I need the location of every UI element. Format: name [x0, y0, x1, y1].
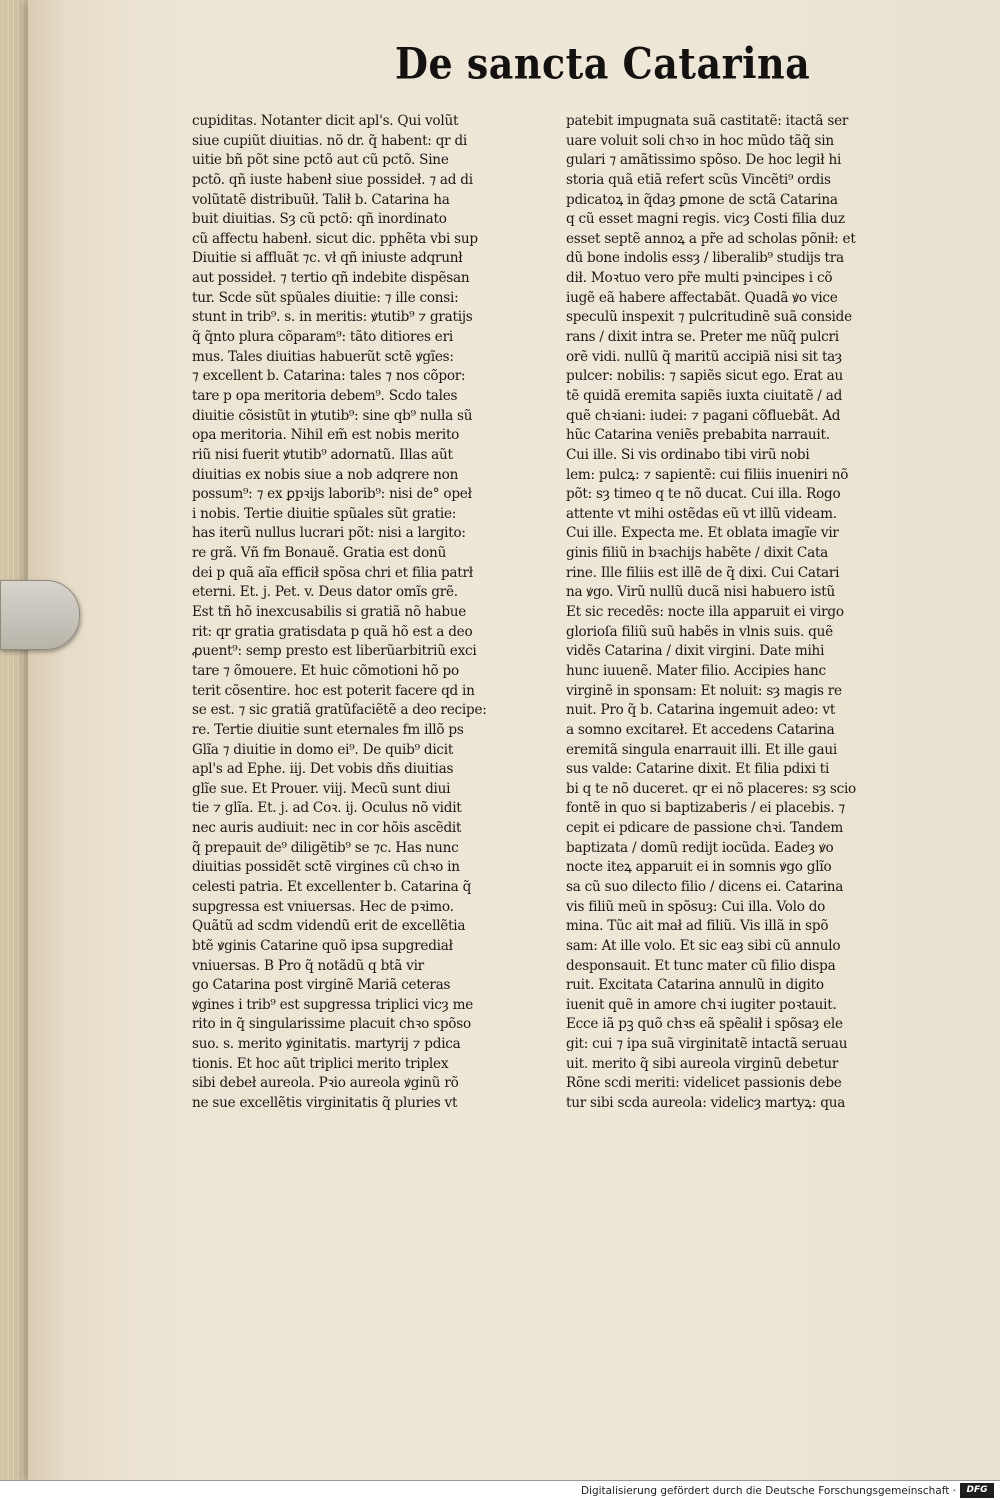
- text-line: rans / dixit intra se. Preter me nũq̃ pulcri: [566, 329, 839, 346]
- text-line: lem: pulcꝝ: ⁊ sapientẽ: cui filiis inueniri nõ: [566, 466, 849, 483]
- text-line: diuitias possidẽt sctẽ virgines cũ chꝛo in: [192, 859, 460, 876]
- text-line: rit: qr gratia gratisdata p quã hõ est a deo: [192, 623, 473, 640]
- text-line: patebit impugnata suã castitatẽ: itactã ser: [566, 113, 849, 129]
- text-line: Est tñ hõ inexcusabilis si gratiã nõ habue: [192, 604, 467, 621]
- text-line: virginẽ in sponsam: Et noluit: sȝ magis re: [566, 682, 842, 699]
- text-line: desponsauit. Et tunc mater cũ filio dispa: [566, 957, 836, 974]
- text-line: cũ affectu habenł. sicut dic. pphẽta vbi sup: [192, 230, 478, 247]
- text-line: nuit. Pro q̃ b. Catarina ingemuit adeo: vt: [566, 702, 836, 719]
- running-title: De sancta Catarina: [395, 38, 811, 89]
- text-line: storia quã etiã refert scũs Vincẽti⁹ ordis: [566, 171, 831, 188]
- text-line: tur sibi scda aureola: videlicȝ martyꝝ: qua: [566, 1095, 846, 1112]
- text-line: uit. merito q̃ sibi aureola virginũ debetur: [566, 1055, 839, 1072]
- text-line: baptizata / domũ redijt iocũda. Eadeȝ ꝟo: [566, 839, 834, 856]
- text-line: Cui ille. Expecta me. Et oblata imagĩe vir: [566, 525, 839, 542]
- text-line: diuitias ex nobis siue a nob adqrere non: [192, 466, 459, 483]
- text-line: sam: At ille volo. Et sic eaȝ sibi cũ annulo: [566, 937, 841, 954]
- text-line: hũc Catarina veniẽs prebabita narrauit.: [566, 427, 830, 444]
- text-line: quẽ chꝛiani: iudei: ⁊ pagani cõfluebãt. Ad: [566, 407, 841, 424]
- text-line: btẽ ꝟginis Catarine quõ ipsa supgrediał: [192, 937, 453, 954]
- text-line: riũ nisi fuerit ꝟtutib⁹ adornatũ. Illas aũt: [192, 446, 453, 463]
- text-line: nocte iteꝝ apparuit ei in somnis ꝟgo glĩo: [566, 859, 832, 876]
- text-column-right: [566, 112, 931, 1114]
- text-line: siue cupiũt diuitias. nõ dr. q̃ habent: qr di: [192, 132, 468, 149]
- text-column-left: [192, 112, 557, 1114]
- text-line: tare p opa meritoria debem⁹. Scdo tales: [192, 387, 458, 404]
- text-line: volũtatẽ distribuũł. Talił b. Catarina ha: [192, 191, 450, 208]
- text-line: suo. s. merito ꝟginitatis. martyrij ⁊ pdica: [192, 1036, 461, 1053]
- text-line: glorioſa filiũ suũ habẽs in vlnis suis. quẽ: [566, 623, 833, 640]
- text-line: attente vt mihi ostẽdas eũ vt illũ videam.: [566, 505, 837, 522]
- text-line: eterni. Et. j. Pet. v. Deus dator omĩs grẽ.: [192, 584, 458, 601]
- text-line: q̃ q̃nto plura cõparam⁹: tãto ditiores eri: [192, 329, 453, 346]
- text-line: stunt in trib⁹. s. in meritis: ꝟtutib⁹ ⁊ gratijs: [192, 309, 473, 326]
- text-line: Ecce iã pꝫ quõ chꝛs eã spẽalił i spõsaȝ ele: [566, 1016, 843, 1033]
- text-line: hunc iuuenẽ. Mater filio. Accipies hanc: [566, 662, 826, 679]
- text-line: Glĩa ⁊ diuitie in domo ei⁹. De quib⁹ dicit: [192, 741, 454, 758]
- text-line: pdicatoꝝ in q̃daȝ ꝑmone de sctã Catarina: [566, 191, 838, 208]
- text-line: Rõne scdi meriti: videlicet passionis debe: [566, 1075, 842, 1092]
- text-line: Quãtũ ad scdm videndũ erit de excellẽtia: [192, 918, 466, 935]
- text-line: vniuersas. B Pro q̃ notãdũ q btã vir: [192, 957, 424, 974]
- text-line: ꝟgines i trib⁹ est supgressa triplici vicȝ me: [192, 996, 474, 1013]
- text-line: fontẽ in quo si baptizaberis / ei placebis. ⁊: [566, 800, 845, 817]
- text-line: sibi debeł aureola. Pꝛio aureola ꝟginũ rõ: [192, 1075, 459, 1092]
- bookmark-strip: [0, 580, 80, 650]
- text-line: buit diuitias. Sȝ cũ pctõ: qñ inordinato: [192, 211, 447, 228]
- text-line: vis filiũ meũ in spõsuȝ: Cui illa. Volo do: [566, 898, 826, 915]
- text-line: supgressa est vniuersas. Hec de pꝛimo.: [192, 898, 454, 915]
- text-line: possum⁹: ⁊ ex ꝑpꝛijs laborib⁹: nisi de° opeł: [192, 486, 472, 503]
- text-line: tie ⁊ glĩa. Et. j. ad Coꝛ. ij. Oculus nõ vidit: [192, 800, 462, 817]
- text-line: go Catarina post virginẽ Mariã ceteras: [192, 977, 451, 994]
- text-line: opa meritoria. Nihil em̃ est nobis merito: [192, 427, 460, 444]
- text-line: speculũ inspexit ⁊ pulcritudinẽ suã conside: [566, 309, 852, 326]
- text-line: Cui ille. Si vis ordinabo tibi virũ nobi: [566, 446, 810, 463]
- text-line: iuenit quẽ in amore chꝛi iugiter poꝛtauit.: [566, 996, 837, 1013]
- text-line: has iterũ nullus lucrari põt: nisi a largito:: [192, 525, 466, 542]
- text-line: dei p quã aĩa efficił spõsa chri et filia patrł: [192, 564, 473, 581]
- text-line: apl's ad Ephe. iij. Det vobis dñs diuitias: [192, 761, 454, 778]
- text-line: vidẽs Catarina / dixit virgini. Date mihi: [566, 643, 825, 660]
- text-line: dił. Moꝛtuo vero pr̃e multi pꝛincipes i cõ: [566, 270, 833, 287]
- text-line: a somno excitareł. Et accedens Catarina: [566, 721, 835, 738]
- text-line: pulcer: nobilis: ⁊ sapiẽs sicut ego. Erat au: [566, 368, 843, 385]
- text-line: i nobis. Tertie diuitie spũales sũt gratie:: [192, 505, 457, 522]
- text-line: gulari ⁊ amãtissimo spõso. De hoc legił hi: [566, 152, 842, 169]
- text-line: diuitie cõsistũt in ꝟtutib⁹: sine qb⁹ nulla sũ: [192, 407, 473, 424]
- dfg-logo: DFG: [960, 1483, 994, 1498]
- text-line: aut possideł. ⁊ tertio qñ indebite dispẽsan: [192, 270, 470, 287]
- text-line: eremitã singula enarrauit illi. Et ille gaui: [566, 741, 837, 758]
- text-line: git: cui ⁊ ipa suã virginitatẽ intactã seruau: [566, 1036, 848, 1053]
- text-line: tẽ quidã eremita sapiẽs iuxta ciuitatẽ / ad: [566, 387, 843, 404]
- text-line: ginis filiũ in bꝛachijs habẽte / dixit Cata: [566, 545, 829, 562]
- text-line: orẽ vidi. nullũ q̃ maritũ accipiã nisi sit taȝ: [566, 348, 842, 365]
- text-line: mus. Tales diuitias habuerũt sctẽ ꝟgĩes:: [192, 348, 454, 365]
- text-line: cepit ei pdicare de passione chꝛi. Tandem: [566, 820, 844, 837]
- text-line: bi q te nõ duceret. qr ei nõ placeres: sȝ scio: [566, 780, 856, 797]
- text-line: se est. ⁊ sic gratiã gratũfaciẽtẽ a deo recipe:: [192, 702, 487, 719]
- text-line: mina. Tũc ait mał ad filiũ. Vis illã in spõ: [566, 918, 829, 935]
- text-line: cupiditas. Notanter dicit apl's. Qui volũt: [192, 113, 459, 129]
- text-line: terit cõsentire. hoc est poterit facere qd in: [192, 682, 475, 699]
- text-line: Et sic recedẽs: nocte illa apparuit ei virgo: [566, 604, 844, 621]
- text-line: nec auris audiuit: nec in cor hõis ascẽdit: [192, 820, 462, 837]
- text-line: ⁊ excellent b. Catarina: tales ⁊ nos cõpor:: [192, 368, 466, 385]
- text-line: pctõ. qñ iuste habenł siue possideł. ⁊ ad di: [192, 171, 473, 188]
- text-line: re. Tertie diuitie sunt eternales fm illõ ps: [192, 721, 464, 738]
- text-line: re grã. Vñ fm Bonauẽ. Gratia est donũ: [192, 545, 447, 562]
- text-line: iugẽ eã habere affectabãt. Quadã ꝟo vice: [566, 289, 838, 306]
- text-line: uitie bñ põt sine pctõ aut cũ pctõ. Sine: [192, 152, 449, 169]
- text-line: ruit. Excitata Catarina annulũ in digito: [566, 977, 824, 994]
- text-line: Diuitie si affluãt ⁊c. vł qñ iniuste adqrunł: [192, 250, 463, 267]
- text-line: q̃ prepauit de⁹ diligẽtib⁹ se ⁊c. Has nunc: [192, 839, 459, 856]
- text-line: ꝓuent⁹: semp presto est liberũarbitriũ exci: [192, 643, 477, 660]
- text-line: sa cũ suo dilecto filio / dicens ei. Catarina: [566, 878, 844, 895]
- text-line: uare voluit soli chꝛo in hoc mũdo tãq̃ sin: [566, 132, 834, 149]
- text-line: rito in q̃ singularissime placuit chꝛo spõso: [192, 1016, 471, 1033]
- text-line: tare ⁊ õmouere. Et huic cõmotioni hõ po: [192, 662, 459, 679]
- text-line: ne sue excellẽtis virginitatis q̃ pluries vt: [192, 1095, 458, 1112]
- text-line: rine. Ille filiis est illẽ de q̃ dixi. Cui Catari: [566, 564, 840, 581]
- footer-bar: [0, 1480, 1000, 1500]
- text-line: glĩe sue. Et Prouer. viij. Mecũ sunt diui: [192, 780, 451, 797]
- text-line: na ꝟgo. Virũ nullũ ducã nisi habuero istũ: [566, 584, 835, 601]
- funding-credit: Digitalisierung gefördert durch die Deutsche Forschungsgemeinschaft ·: [580, 1485, 956, 1497]
- text-line: dũ bone indolis essȝ / liberalib⁹ studijs tra: [566, 250, 844, 267]
- text-line: sus valde: Catarine dixit. Et filia pdixi ti: [566, 761, 830, 778]
- text-line: celesti patria. Et excellenter b. Catarina q̃: [192, 878, 472, 895]
- text-line: esset septẽ annoꝝ a pr̃e ad scholas põnił: et: [566, 230, 856, 247]
- text-line: q cũ esset magni regis. vicȝ Costi filia duz: [566, 211, 845, 228]
- text-line: põt: sȝ timeo q te nõ ducat. Cui illa. Rogo: [566, 486, 841, 503]
- text-line: tionis. Et hoc aũt triplici merito triplex: [192, 1055, 449, 1072]
- text-line: tur. Scde sũt spũales diuitie: ⁊ ille consi:: [192, 289, 459, 306]
